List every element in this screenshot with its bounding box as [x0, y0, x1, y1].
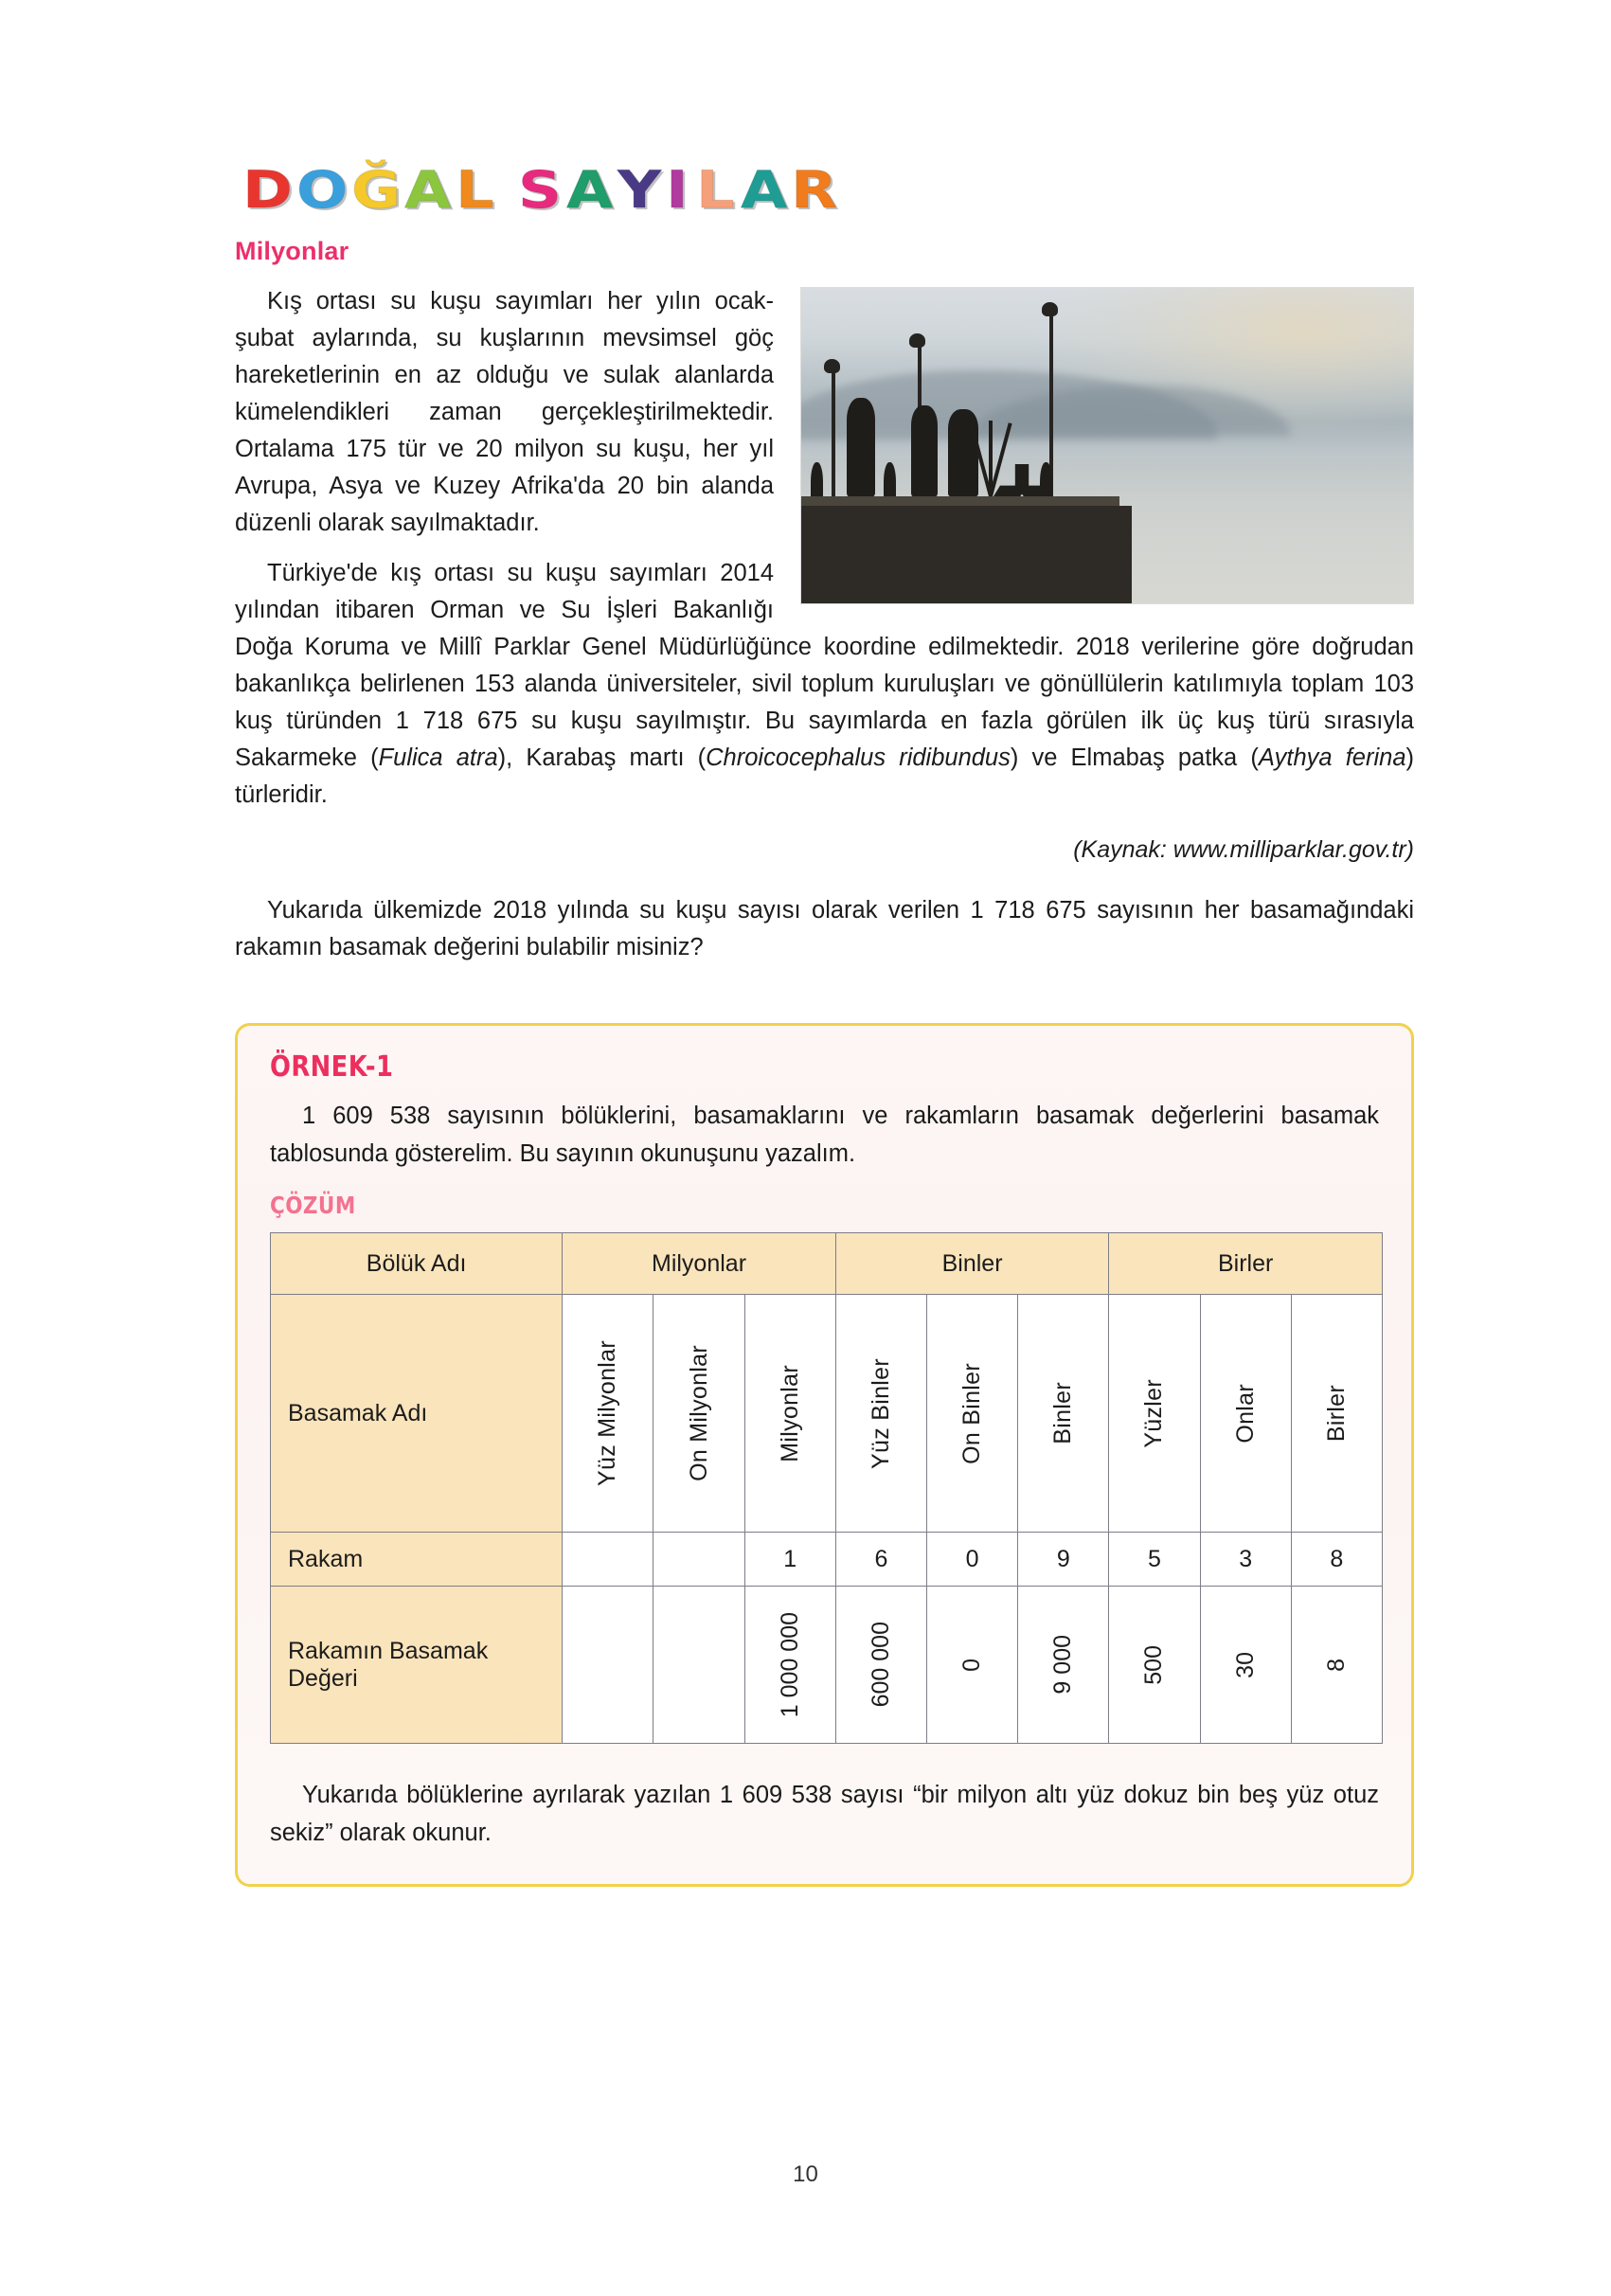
species-name-1: Fulica atra [378, 744, 498, 771]
body-part-1: Türkiye'de kış ortası su kuşu sayımları 2014 yılından itibaren Orman ve Su İşleri Bakanlığı Doğa Koruma ve Millî Parklar Genel Müdürlüğünce koordine edilmektedir. 2018 verilerine göre doğrudan bakanlıkça belirlenen 153 alanda üniversiteler, sivil toplum kuruluşları ve gönüllülerin katılımıyla toplam 103 kuş türünden 1 718 675 su kuşu sayılmıştır. Bu sayımlarda en fazla görülen ilk üç kuş türü sırasıyla Sakarmeke ( [235, 560, 1414, 771]
digit-cell [563, 1533, 653, 1587]
body-part-3: ) ve Elmabaş patka ( [1010, 744, 1259, 771]
place-name-text: Birler [1322, 1384, 1350, 1443]
title-letter-l: L [455, 160, 495, 220]
title-letter-a: A [740, 160, 789, 220]
title-letter-l: L [696, 160, 736, 220]
photo-lamp-head-1 [824, 359, 840, 373]
place-value-text: 30 [1231, 1651, 1259, 1678]
photo-lamp-head-3 [1042, 302, 1058, 316]
place-name-text: On Milyonlar [685, 1345, 712, 1481]
digit-cell: 6 [835, 1533, 926, 1587]
example-box [235, 1023, 1414, 1887]
place-value-cell [835, 1587, 926, 1744]
species-name-3: Aythya ferina [1258, 744, 1406, 771]
body-part-2: ), Karabaş martı ( [497, 744, 707, 771]
place-name-text: Binler [1049, 1382, 1077, 1444]
place-name-text: Yüzler [1140, 1378, 1168, 1448]
page-title [242, 142, 1414, 220]
table-row-place-values [271, 1587, 1383, 1744]
place-value-cell [1018, 1587, 1109, 1744]
digit-cell: 8 [1291, 1533, 1382, 1587]
digit-cell: 3 [1200, 1533, 1291, 1587]
solution-label: ÇÖZÜM [270, 1192, 356, 1219]
waterbird-census-photo [800, 287, 1414, 604]
photo-lamp-head-2 [909, 333, 925, 348]
place-value-cell [653, 1587, 744, 1744]
source-citation: (Kaynak: www.milliparklar.gov.tr) [1073, 836, 1414, 863]
digit-cell: 0 [926, 1533, 1017, 1587]
photo-observer-2 [911, 405, 938, 496]
closing-statement: Yukarıda bölüklerine ayrılarak yazılan 1 609 538 sayısı “bir milyon altı yüz dokuz bin beş yüz otuz sekiz” olarak okunur. [270, 1782, 1379, 1846]
example-statement: 1 609 538 sayısının bölüklerini, basamaklarını ve rakamların basamak değerlerini basamak tablosunda gösterelim. Bu sayının okunuşunu yazalım. [270, 1103, 1379, 1167]
place-value-text: 8 [1322, 1658, 1350, 1672]
title-letter-i: I [666, 160, 689, 220]
question-paragraph: Yukarıda ülkemizde 2018 yılında su kuşu sayısı olarak verilen 1 718 675 sayısının her basamağındaki rakamın basamak değerini bulabilir misiniz? [235, 897, 1414, 960]
place-value-cell [744, 1587, 835, 1744]
place-value-text: 600 000 [867, 1622, 894, 1708]
place-name-cell [744, 1295, 835, 1533]
photo-tripod [970, 421, 1011, 496]
table-row-group-header [271, 1233, 1383, 1295]
place-value-cell [1200, 1587, 1291, 1744]
place-name-text: Yüz Milyonlar [594, 1340, 621, 1486]
place-name-cell [1109, 1295, 1200, 1533]
group-header-binler: Binler [835, 1233, 1109, 1295]
place-name-cell [563, 1295, 653, 1533]
digit-cell: 1 [744, 1533, 835, 1587]
species-name-2: Chroicocephalus ridibundus [706, 744, 1011, 771]
place-value-cell [1291, 1587, 1382, 1744]
page-content [235, 142, 1414, 1887]
place-name-cell [926, 1295, 1017, 1533]
place-name-text: Milyonlar [776, 1364, 803, 1462]
photo-pier-body [800, 506, 1132, 603]
place-value-cell [563, 1587, 653, 1744]
place-name-cell [1018, 1295, 1109, 1533]
title-letter-o: O [295, 160, 349, 220]
place-value-text: 0 [958, 1658, 986, 1672]
title-letter-s: S [518, 160, 564, 220]
place-name-cell [835, 1295, 926, 1533]
photo-lamp-pole-1 [832, 370, 835, 496]
place-row-label: Basamak Adı [271, 1295, 563, 1533]
digit-cell [653, 1533, 744, 1587]
place-name-cell [1291, 1295, 1382, 1533]
group-header-milyonlar: Milyonlar [563, 1233, 836, 1295]
place-name-text: Yüz Binler [867, 1357, 894, 1469]
group-header-label: Bölük Adı [271, 1233, 563, 1295]
intro-section [235, 283, 1414, 814]
digit-cell: 9 [1018, 1533, 1109, 1587]
title-letter-r: R [791, 160, 839, 220]
place-value-text: 500 [1140, 1644, 1168, 1685]
title-letter-a: A [404, 160, 453, 220]
place-name-cell [653, 1295, 744, 1533]
title-letter-ğ: Ğ [350, 160, 403, 220]
title-letter-y: Y [617, 160, 663, 220]
page-number: 10 [793, 2161, 818, 2187]
table-row-digits [271, 1533, 1383, 1587]
section-subheading: Milyonlar [235, 237, 349, 265]
group-header-birler: Birler [1109, 1233, 1383, 1295]
place-value-cell [1109, 1587, 1200, 1744]
intro-paragraph: Kış ortası su kuşu sayımları her yılın ocak-şubat aylarında, su kuşlarının mevsimsel göç hareketlerinin en az olduğu ve sulak alanlarda kümelendikleri zaman gerçekleştirilmektedir. Ortalama 175 tür ve 20 milyon su kuşu, her yıl Avrupa, Asya ve Kuzey Afrika'da 20 bin alanda düzenli olarak sayılmaktadır. [235, 288, 774, 536]
table-row-place-names [271, 1295, 1383, 1533]
place-name-text: On Binler [958, 1362, 986, 1464]
place-value-table [270, 1232, 1383, 1744]
place-value-text: 9 000 [1049, 1635, 1077, 1695]
digit-cell: 5 [1109, 1533, 1200, 1587]
place-name-text: Onlar [1231, 1383, 1259, 1444]
place-value-text: 1 000 000 [776, 1611, 803, 1718]
digit-row-label: Rakam [271, 1533, 563, 1587]
example-label: ÖRNEK-1 [270, 1050, 394, 1084]
place-value-cell [926, 1587, 1017, 1744]
photo-observer-1 [847, 398, 875, 496]
title-letter-d: D [242, 160, 295, 220]
value-row-label: Rakamın Basamak Değeri [271, 1587, 563, 1744]
title-letter-a: A [566, 160, 615, 220]
place-name-cell [1200, 1295, 1291, 1533]
body-part-4: ) türleridir. [235, 744, 1414, 808]
